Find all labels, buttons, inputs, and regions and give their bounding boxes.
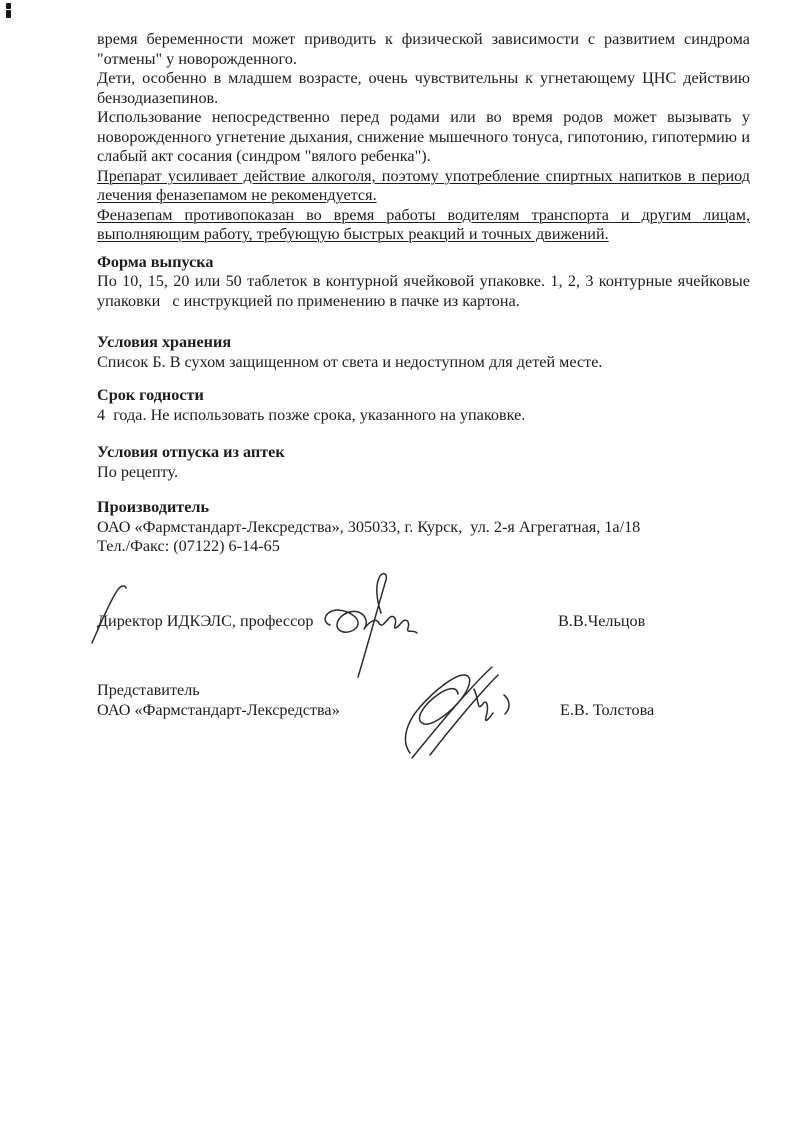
paragraph-withdrawal-syndrome: время беременности может приводить к физической зависимости с развитием синдрома "отмены" у новорожденного. xyxy=(97,30,750,68)
signatory-name-representative: Е.В. Толстова xyxy=(560,700,655,719)
section-heading-pharmacy-dispensing: Условия отпуска из аптек xyxy=(97,443,285,461)
section-heading-storage-conditions: Условия хранения xyxy=(97,333,232,351)
section-storage-conditions xyxy=(97,333,750,372)
section-heading-shelf-life: Срок годности xyxy=(97,386,204,404)
signatory-role-representative: Представитель xyxy=(97,681,200,699)
section-text-release-form: По 10, 15, 20 или 50 таблеток в контурной ячейковой упаковке. 1, 2, 3 контурные ячейковые упаковки с инструкцией по применению в пачке из картона. xyxy=(97,272,750,310)
section-heading-manufacturer: Производитель xyxy=(97,498,210,516)
signatory-role-director: Директор ИДКЭЛС, профессор xyxy=(97,611,314,630)
paragraph-drivers-warning: Феназепам противопоказан во время работы водителям транспорта и другим лицам, выполняющим работу, требующую быстрых реакций и точных движений. xyxy=(97,205,750,243)
pen-stroke-slash xyxy=(86,581,134,651)
section-heading-release-form: Форма выпуска xyxy=(97,252,214,271)
section-text-storage-conditions: Список Б. В сухом защищенном от света и недоступном для детей месте. xyxy=(97,352,603,371)
manufacturer-address: ОАО «Фармстандарт-Лексредства», 305033, г. Курск, ул. 2-я Агрегатная, 1а/18 xyxy=(97,517,641,536)
section-manufacturer xyxy=(97,498,750,557)
section-release-form xyxy=(97,253,750,312)
paragraph-alcohol-warning: Препарат усиливает действие алкоголя, поэтому употребление спиртных напитков в период лечения феназепамом не рекомендуется. xyxy=(97,166,750,204)
paragraph-children-sensitivity: Дети, особенно в младшем возрасте, очень чувствительны к угнетающему ЦНС действию бензодиазепинов. xyxy=(97,69,750,107)
signatory-company-representative: ОАО «Фармстандарт-Лексредства» xyxy=(97,700,340,719)
signatory-name-director: В.В.Чельцов xyxy=(558,611,646,630)
section-shelf-life xyxy=(97,386,750,425)
scan-artifact xyxy=(6,10,11,18)
section-text-pharmacy-dispensing: По рецепту. xyxy=(97,462,178,481)
section-pharmacy-dispensing xyxy=(97,443,750,482)
section-text-shelf-life: 4 года. Не использовать позже срока, указанного на упаковке. xyxy=(97,405,526,424)
paragraph-use-before-birth: Использование непосредственно перед родами или во время родов может вызывать у новорожденного угнетение дыхания, снижение мышечного тонуса, гипотонию, гипотермию и слабый акт сосания (синдром "вялого ребенка"). xyxy=(97,108,750,165)
scan-artifact xyxy=(6,3,11,9)
signature-representative-autograph xyxy=(398,645,518,770)
manufacturer-phone-fax: Тел./Факс: (07122) 6-14-65 xyxy=(97,537,280,555)
